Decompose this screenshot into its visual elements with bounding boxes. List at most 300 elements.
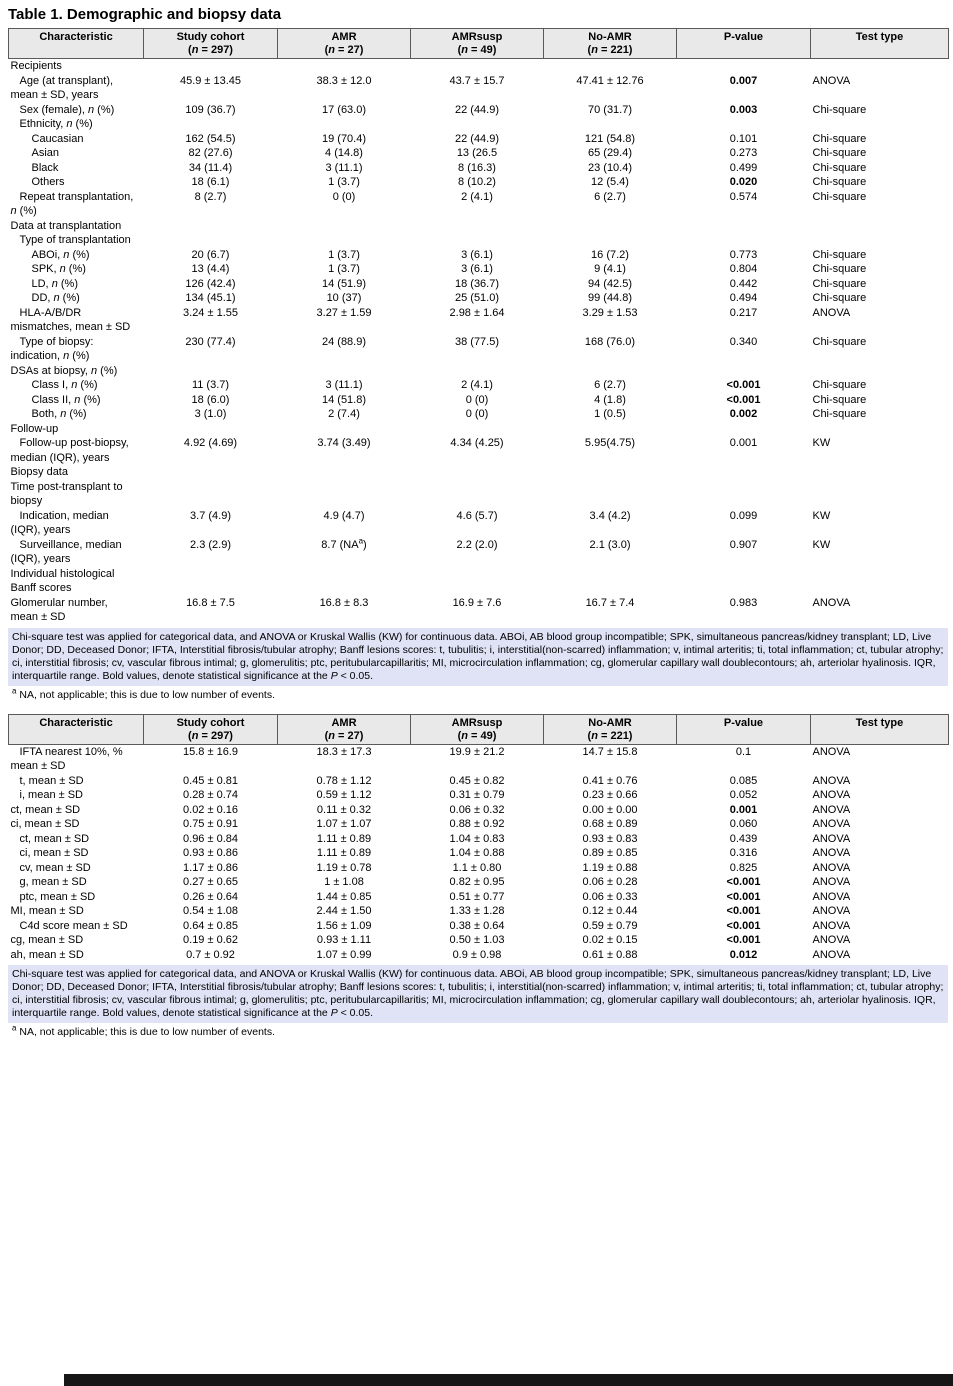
value-cell: 0.02 ± 0.15 [582, 934, 638, 946]
characteristic-label-line: Type of biopsy: [19, 335, 94, 348]
characteristic-cell [9, 364, 144, 379]
characteristic-label-line: (IQR), years [10, 553, 71, 565]
characteristic-cell [9, 919, 144, 934]
test-type-cell: ANOVA [812, 803, 851, 816]
value-cell: 0.11 ± 0.32 [316, 803, 372, 816]
test-type-cell: ANOVA [812, 934, 851, 946]
characteristic-label-line: Others [31, 176, 65, 188]
value-cell: 2 (4.1) [461, 379, 493, 391]
p-value-cell: 0.574 [729, 190, 758, 203]
test-type-cell: Chi-square [812, 147, 867, 159]
table-row [9, 436, 949, 465]
value-cell: 38 (77.5) [454, 335, 500, 348]
characteristic-cell [9, 596, 144, 625]
characteristic-cell [9, 393, 144, 408]
value-cell: 8 (2.7) [194, 190, 227, 203]
value-cell: 1 (3.7) [328, 176, 360, 188]
characteristic-cell [9, 335, 144, 364]
characteristic-label-line: Both, n (%) [31, 408, 87, 420]
value-cell: 0.26 ± 0.64 [183, 890, 238, 903]
value-cell: 13 (26.5 [456, 147, 498, 159]
characteristic-label-line: cv, mean ± SD [19, 861, 91, 874]
p-value-cell: 0.007 [729, 74, 758, 87]
value-cell: 0.19 ± 0.62 [183, 934, 238, 946]
p-value-cell: 0.003 [729, 103, 758, 116]
characteristic-label-line: g, mean ± SD [19, 876, 87, 888]
value-cell: 0.61 ± 0.88 [582, 948, 638, 961]
value-cell: 0.9 ± 0.98 [452, 948, 502, 961]
table-row [9, 146, 949, 161]
characteristic-label-line: t, mean ± SD [19, 774, 84, 787]
value-cell: 1 ± 1.08 [324, 876, 364, 888]
table-row [9, 219, 949, 234]
characteristic-cell [9, 933, 144, 948]
p-value-cell: 0.804 [729, 263, 758, 275]
value-cell: 2.2 (2.0) [456, 538, 498, 551]
column-header: Characteristic [9, 714, 144, 744]
p-value-cell: 0.099 [729, 509, 758, 522]
value-cell: 0.00 ± 0.00 [582, 803, 638, 816]
characteristic-label-line: Age (at transplant), [19, 74, 114, 87]
characteristic-label-line: mean ± SD [10, 760, 66, 772]
value-cell: 1 (3.7) [328, 248, 360, 261]
p-value-cell: 0.494 [729, 292, 758, 304]
value-cell [544, 422, 677, 437]
characteristic-cell [9, 465, 144, 480]
table-row [9, 803, 949, 818]
value-cell [144, 219, 278, 234]
table-row [9, 262, 949, 277]
table-row [9, 59, 949, 74]
p-value-cell: 0.907 [729, 538, 758, 551]
value-cell: 18 (6.0) [191, 393, 230, 406]
value-cell [278, 465, 411, 480]
value-cell: 3.7 (4.9) [190, 509, 231, 522]
value-cell: 6 (2.7) [594, 379, 626, 391]
characteristic-cell [9, 788, 144, 803]
p-value-cell: 0.020 [729, 176, 758, 188]
value-cell: 0.89 ± 0.85 [582, 847, 638, 859]
characteristic-label-line: cg, mean ± SD [10, 934, 84, 946]
value-cell: 1.11 ± 0.89 [316, 832, 372, 845]
value-cell: 0.88 ± 0.92 [449, 818, 505, 830]
characteristic-cell [9, 59, 144, 74]
value-cell: 11 (3.7) [191, 379, 230, 391]
value-cell: 121 (54.8) [584, 132, 636, 145]
characteristic-label-line: Ethnicity, n (%) [19, 118, 93, 130]
value-cell: 13 (4.4) [191, 263, 230, 275]
characteristic-label-line: Data at transplantation [10, 219, 122, 232]
characteristic-label-line: biopsy [10, 495, 43, 507]
characteristic-cell [9, 817, 144, 832]
value-cell: 0.06 ± 0.28 [582, 876, 638, 888]
characteristic-label-line: i, mean ± SD [19, 789, 84, 801]
test-type-cell: ANOVA [812, 948, 851, 961]
value-cell: 1.33 ± 1.28 [449, 905, 505, 917]
column-header: Study cohort (n = 297) [144, 29, 278, 59]
value-cell: 0.45 ± 0.81 [183, 774, 238, 787]
value-cell: 4.9 (4.7) [323, 509, 365, 522]
value-cell: 18.3 ± 17.3 [316, 745, 372, 758]
value-cell [411, 219, 544, 234]
table-row [9, 567, 949, 596]
value-cell: 1 (0.5) [594, 408, 626, 420]
table-row [9, 744, 949, 774]
value-cell: 15.8 ± 16.9 [183, 745, 238, 758]
value-cell: 65 (29.4) [587, 147, 633, 159]
test-type-cell [811, 422, 949, 437]
value-cell [411, 117, 544, 132]
p-value-cell: 0.439 [729, 832, 758, 845]
value-cell [144, 117, 278, 132]
characteristic-label-line: Indication, median [19, 509, 109, 522]
characteristic-label-line: Follow-up post-biopsy, [19, 437, 129, 449]
value-cell: 10 (37) [326, 292, 362, 304]
value-cell: 0.51 ± 0.77 [449, 890, 505, 903]
value-cell [411, 59, 544, 74]
characteristic-label-line: ABOi, n (%) [31, 248, 90, 261]
p-value-cell: <0.001 [726, 905, 761, 917]
table-row [9, 817, 949, 832]
characteristic-cell [9, 422, 144, 437]
value-cell: 162 (54.5) [185, 132, 236, 145]
value-cell: 134 (45.1) [185, 292, 236, 304]
characteristic-cell [9, 103, 144, 118]
value-cell [278, 567, 411, 596]
footnote-table-2: Chi-square test was applied for categorical data, and ANOVA or Kruskal Wallis (KW) for continuous data. ABOi, AB blood group incompatible; SPK, simultaneous pancreas/kidney transplant; LD, Live Donor; DD, Deceased Donor; IFTA, Interstitial fibrosis/tubular atrophy; Banff lesions scores: t, tubulitis; i, interstitial(non-scarred) inflammation; v, intimal arteritis; ti, total inflammation; ct, tubular atrophy; ci, interstitial fibrosis; cv, vascular fibrous intimal; g, glomerulitis; ptc, peritubularcapillaritis; MI, microcirculation inflammation; cg, glomerular capillary wall doublecontours; ah, arteriolar hyalinosis. IQR, interquartile range. Bold values, denote statistical significance at the P < 0.05. [8, 965, 948, 1023]
p-value-cell: <0.001 [726, 934, 761, 946]
value-cell: 0.41 ± 0.76 [582, 774, 638, 787]
p-value-cell: 0.825 [729, 861, 758, 874]
characteristic-cell [9, 832, 144, 847]
characteristic-label-line: ah, mean ± SD [10, 948, 84, 961]
value-cell: 25 (51.0) [454, 292, 500, 304]
test-type-cell: ANOVA [812, 745, 851, 758]
value-cell [144, 364, 278, 379]
value-cell: 0.50 ± 1.03 [449, 934, 505, 946]
p-value-cell: 0.442 [729, 277, 758, 290]
column-header: AMRsusp (n = 49) [411, 714, 544, 744]
characteristic-cell [9, 875, 144, 890]
table-row [9, 933, 949, 948]
footnote-table-1: Chi-square test was applied for categorical data, and ANOVA or Kruskal Wallis (KW) for continuous data. ABOi, AB blood group incompatible; SPK, simultaneous pancreas/kidney transplant; LD, Live Donor; DD, Deceased Donor; IFTA, Interstitial fibrosis/tubular atrophy; Banff lesions scores: t, tubulitis; i, interstitial(non-scarred) inflammation; v, intimal arteritis; ti, total inflammation; ct, tubular atrophy; ci, interstitial fibrosis; cv, vascular fibrous intimal; g, glomerulitis; ptc, peritubularcapillaritis; MI, microcirculation inflammation; cg, glomerular capillary wall doublecontours; ah, arteriolar hyalinosis. IQR, interquartile range. Bold values, denote statistical significance at the P < 0.05. [8, 628, 948, 686]
value-cell: 20 (6.7) [191, 248, 230, 261]
value-cell: 38.3 ± 12.0 [316, 74, 372, 87]
test-type-cell: KW [812, 538, 831, 551]
characteristic-cell [9, 890, 144, 905]
value-cell: 3.29 ± 1.53 [582, 306, 638, 319]
value-cell: 0.31 ± 0.79 [449, 789, 505, 801]
value-cell: 0.38 ± 0.64 [449, 919, 505, 932]
p-value-cell: 0.012 [729, 948, 758, 961]
value-cell [144, 567, 278, 596]
test-type-cell: ANOVA [812, 832, 851, 845]
characteristic-cell [9, 146, 144, 161]
column-header: No-AMR (n = 221) [544, 29, 677, 59]
characteristic-label-line: ct, mean ± SD [19, 832, 90, 845]
characteristic-cell [9, 277, 144, 292]
value-cell: 1.44 ± 0.85 [316, 890, 372, 903]
characteristic-label-line: SPK, n (%) [31, 263, 86, 275]
test-type-cell: Chi-square [812, 161, 867, 174]
test-type-cell: ANOVA [812, 306, 851, 319]
p-value-cell [677, 567, 811, 596]
value-cell [544, 117, 677, 132]
value-cell [544, 465, 677, 480]
value-cell: 0.64 ± 0.85 [183, 919, 238, 932]
value-cell: 3.27 ± 1.59 [316, 306, 372, 319]
table-row [9, 919, 949, 934]
table-row [9, 190, 949, 219]
table-row [9, 422, 949, 437]
value-cell [144, 233, 278, 248]
characteristic-cell [9, 248, 144, 263]
value-cell: 0.78 ± 1.12 [316, 774, 372, 787]
value-cell: 1.19 ± 0.78 [316, 861, 372, 874]
p-value-cell [677, 59, 811, 74]
value-cell: 3 (6.1) [461, 263, 493, 275]
characteristic-cell [9, 117, 144, 132]
value-cell: 4.34 (4.25) [450, 437, 504, 449]
value-cell: 12 (5.4) [591, 176, 629, 188]
value-cell: 0.23 ± 0.66 [582, 789, 638, 801]
p-value-cell [677, 480, 811, 509]
value-cell [411, 364, 544, 379]
table-row [9, 538, 949, 567]
table-row [9, 233, 949, 248]
characteristic-cell [9, 306, 144, 335]
test-type-cell [811, 465, 949, 480]
table-row [9, 788, 949, 803]
table-row [9, 948, 949, 963]
table-row [9, 335, 949, 364]
p-value-cell: 0.340 [729, 335, 758, 348]
value-cell: 0.93 ± 0.86 [183, 847, 238, 859]
test-type-cell: KW [812, 509, 831, 522]
value-cell [544, 480, 677, 509]
characteristic-label-line: IFTA nearest 10%, % [19, 745, 123, 758]
table-row [9, 904, 949, 919]
characteristic-cell [9, 744, 144, 774]
characteristic-label-line: Sex (female), n (%) [19, 103, 115, 116]
value-cell [411, 465, 544, 480]
value-cell: 2.1 (3.0) [589, 538, 631, 551]
value-cell: 4 (1.8) [594, 393, 626, 406]
test-type-cell [811, 59, 949, 74]
value-cell: 4.6 (5.7) [456, 509, 498, 522]
value-cell [411, 233, 544, 248]
table-row [9, 291, 949, 306]
column-header: AMR (n = 27) [278, 29, 411, 59]
p-value-cell: 0.316 [729, 847, 758, 859]
characteristic-cell [9, 774, 144, 789]
characteristic-cell [9, 132, 144, 147]
value-cell [278, 117, 411, 132]
value-cell [144, 59, 278, 74]
test-type-cell: ANOVA [812, 876, 851, 888]
value-cell: 3.74 (3.49) [317, 437, 371, 449]
characteristic-label-line: DSAs at biopsy, n (%) [10, 364, 118, 377]
test-type-cell: Chi-square [812, 292, 867, 304]
value-cell: 16 (7.2) [591, 248, 629, 261]
value-cell: 22 (44.9) [454, 103, 500, 116]
table-row [9, 161, 949, 176]
characteristic-cell [9, 233, 144, 248]
test-type-cell: Chi-square [812, 277, 867, 290]
value-cell [544, 219, 677, 234]
table-row [9, 480, 949, 509]
value-cell [544, 233, 677, 248]
value-cell: 4 (14.8) [325, 147, 363, 159]
value-cell [411, 480, 544, 509]
p-value-cell [677, 233, 811, 248]
test-type-cell: ANOVA [812, 919, 851, 932]
characteristic-label-line: LD, n (%) [31, 277, 78, 290]
value-cell [411, 567, 544, 596]
value-cell: 47.41 ± 12.76 [576, 74, 644, 87]
p-value-cell: <0.001 [726, 876, 761, 888]
value-cell: 2 (7.4) [328, 408, 360, 420]
characteristic-label-line: indication, n (%) [10, 350, 90, 362]
test-type-cell [811, 117, 949, 132]
value-cell: 0.06 ± 0.33 [582, 890, 638, 903]
value-cell: 0.02 ± 0.16 [183, 803, 238, 816]
p-value-cell: 0.052 [729, 789, 758, 801]
value-cell: 0.59 ± 1.12 [316, 789, 372, 801]
test-type-cell [811, 364, 949, 379]
value-cell [278, 233, 411, 248]
bottom-bar [64, 1374, 953, 1386]
demographics-table-2 [8, 714, 949, 963]
value-cell: 1.11 ± 0.89 [316, 847, 372, 859]
p-value-cell: 0.002 [729, 408, 758, 420]
value-cell: 94 (42.5) [587, 277, 633, 290]
characteristic-label-line: median (IQR), years [10, 451, 110, 464]
test-type-cell: ANOVA [812, 890, 851, 903]
characteristic-label-line: MI, mean ± SD [10, 905, 84, 917]
value-cell [544, 59, 677, 74]
characteristic-label-line: Repeat transplantation, [19, 190, 134, 203]
table-2-header [9, 714, 949, 744]
test-type-cell: KW [812, 437, 831, 449]
characteristic-cell [9, 904, 144, 919]
characteristic-label-line: ptc, mean ± SD [19, 890, 96, 903]
test-type-cell: Chi-square [812, 103, 867, 116]
value-cell [411, 422, 544, 437]
test-type-cell: Chi-square [812, 176, 867, 188]
value-cell: 1.07 ± 0.99 [316, 948, 372, 961]
characteristic-cell [9, 567, 144, 596]
value-cell: 1.07 ± 1.07 [316, 818, 372, 830]
value-cell: 0 (0) [465, 393, 489, 406]
value-cell: 0.7 ± 0.92 [186, 948, 235, 961]
characteristic-label-line: ci, mean ± SD [19, 847, 89, 859]
table-header-row [9, 29, 949, 59]
p-value-cell [677, 422, 811, 437]
table-row [9, 103, 949, 118]
value-cell [144, 422, 278, 437]
value-cell: 0.68 ± 0.89 [582, 818, 638, 830]
characteristic-cell [9, 407, 144, 422]
value-cell [278, 422, 411, 437]
value-cell: 0.82 ± 0.95 [449, 876, 505, 888]
characteristic-cell [9, 74, 144, 103]
p-value-cell: <0.001 [726, 379, 761, 391]
value-cell: 70 (31.7) [587, 103, 633, 116]
test-type-cell: Chi-square [812, 379, 867, 391]
value-cell: 6 (2.7) [594, 190, 626, 203]
characteristic-label-line: DD, n (%) [31, 292, 80, 304]
value-cell: 23 (10.4) [587, 161, 633, 174]
characteristic-label-line: Individual histological [10, 567, 115, 580]
test-type-cell: ANOVA [812, 596, 851, 609]
table-1-header [9, 29, 949, 59]
value-cell: 0.12 ± 0.44 [582, 905, 638, 917]
table-row [9, 306, 949, 335]
value-cell: 99 (44.8) [587, 292, 633, 304]
p-value-cell: 0.983 [729, 596, 758, 609]
test-type-cell: ANOVA [812, 847, 851, 859]
value-cell: 16.7 ± 7.4 [585, 596, 635, 609]
value-cell: 2.98 ± 1.64 [449, 306, 505, 319]
value-cell [278, 480, 411, 509]
value-cell: 0.27 ± 0.65 [183, 876, 238, 888]
table-row [9, 175, 949, 190]
characteristic-label-line: Surveillance, median [19, 538, 122, 551]
test-type-cell [811, 567, 949, 596]
table-row [9, 117, 949, 132]
value-cell: 0.93 ± 1.11 [316, 934, 372, 946]
characteristic-cell [9, 509, 144, 538]
value-cell: 16.8 ± 7.5 [186, 596, 235, 609]
characteristic-label-line: HLA-A/B/DR [19, 306, 82, 319]
characteristic-label-line: Biopsy data [10, 466, 68, 478]
value-cell: 2.44 ± 1.50 [316, 905, 372, 917]
value-cell: 3.24 ± 1.55 [183, 306, 238, 319]
value-cell: 0.96 ± 0.84 [183, 832, 238, 845]
test-type-cell: Chi-square [812, 132, 867, 145]
table-row [9, 132, 949, 147]
value-cell: 0.75 ± 0.91 [183, 818, 238, 830]
value-cell: 0.54 ± 1.08 [183, 905, 238, 917]
value-cell: 1.1 ± 0.80 [452, 861, 502, 874]
characteristic-cell [9, 948, 144, 963]
column-header: AMR (n = 27) [278, 714, 411, 744]
table-row [9, 393, 949, 408]
value-cell: 2.3 (2.9) [190, 538, 231, 551]
test-type-cell: Chi-square [812, 190, 867, 203]
value-cell: 8 (16.3) [458, 161, 496, 174]
p-value-cell [677, 219, 811, 234]
p-value-cell [677, 364, 811, 379]
table-row [9, 846, 949, 861]
characteristic-cell [9, 846, 144, 861]
column-header: Characteristic [9, 29, 144, 59]
value-cell: 24 (88.9) [321, 335, 367, 348]
test-type-cell [811, 480, 949, 509]
table-row [9, 890, 949, 905]
column-header: AMRsusp (n = 49) [411, 29, 544, 59]
value-cell: 22 (44.9) [454, 132, 500, 145]
table-1-body [9, 59, 949, 625]
characteristic-label-line: Type of transplantation [19, 234, 131, 246]
p-value-cell: <0.001 [726, 919, 761, 932]
value-cell: 0.45 ± 0.82 [449, 774, 505, 787]
table-row [9, 832, 949, 847]
characteristic-cell [9, 291, 144, 306]
p-value-cell [677, 117, 811, 132]
characteristic-label-line: Caucasian [31, 132, 84, 145]
